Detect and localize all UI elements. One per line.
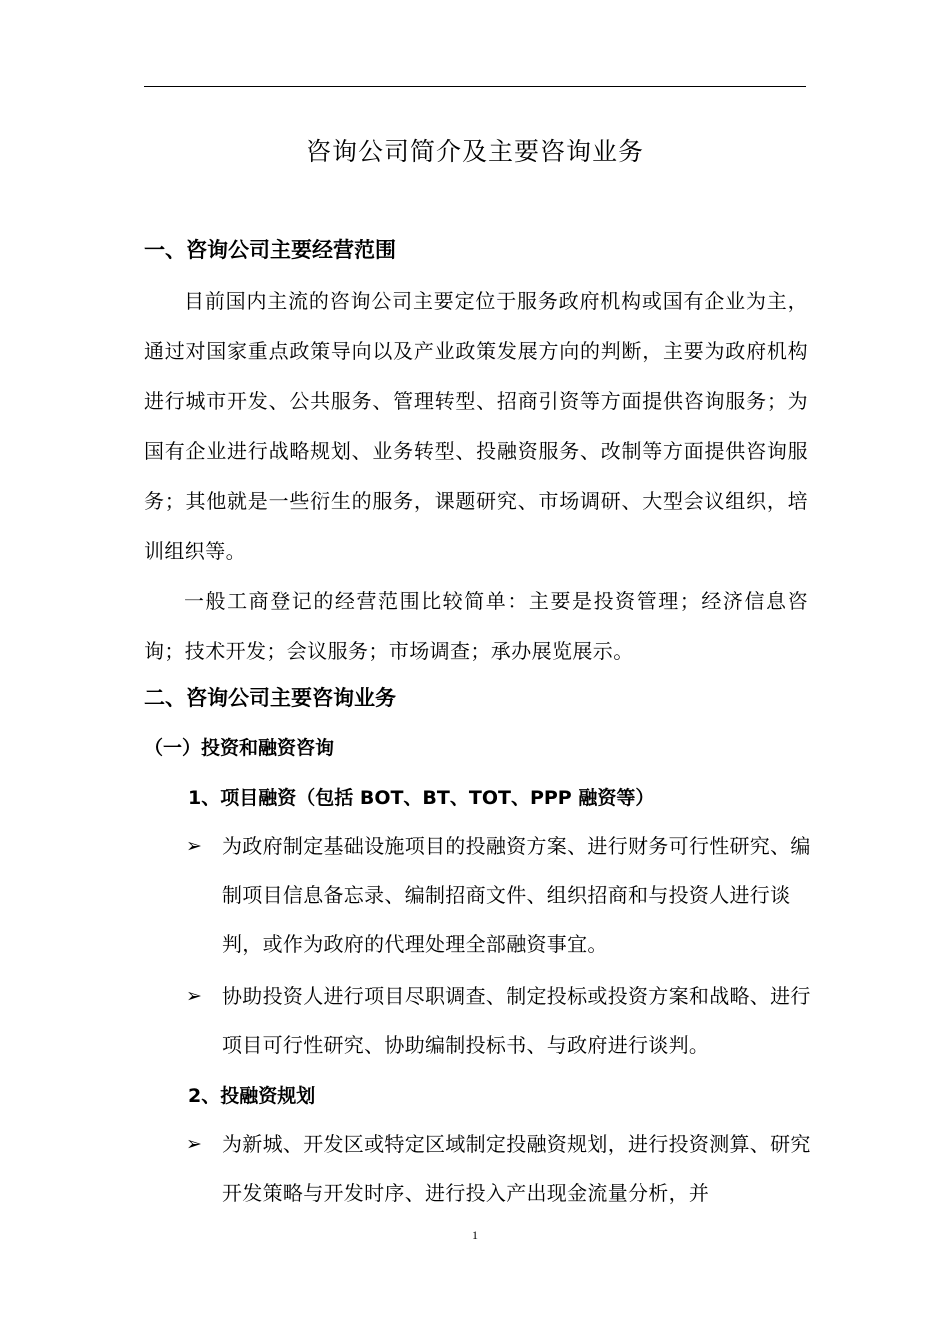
section-heading-services: 二、咨询公司主要咨询业务 — [144, 686, 396, 710]
subsection-heading-investment: （一）投资和融资咨询 — [144, 737, 335, 759]
paragraph-scope-description: 目前国内主流的咨询公司主要定位于服务政府机构或国有企业为主，通过对国家重点政策导向以及产业政策发展方向的判断，主要为政府机构进行城市开发、公共服务、管理转型、招商引资等方面提供咨询服务；为国有企业进行战略规划、业务转型、投融资服务、改制等方面提供咨询服务；其他就是一些衍生的服务，课题研究、市场调研、大型会议组织，培训组织等。 — [144, 289, 808, 563]
list-item-text: 协助投资人进行项目尽职调查、制定投标或投资方案和战略、进行项目可行性研究、协助编制投标书、与政府进行谈判。 — [222, 984, 811, 1057]
paragraph-registration-scope: 一般工商登记的经营范围比较简单：主要是投资管理；经济信息咨询；技术开发；会议服务；市场调查；承办展览展示。 — [144, 589, 808, 663]
list-item — [186, 1120, 822, 1218]
arrow-bullet-icon: ➢ — [186, 985, 203, 1007]
list-item — [186, 822, 822, 969]
section-heading-scope: 一、咨询公司主要经营范围 — [144, 238, 396, 262]
item-heading-project-financing: 1、项目融资（包括 BOT、BT、TOT、PPP 融资等） — [188, 787, 655, 809]
list-item-text: 为政府制定基础设施项目的投融资方案、进行财务可行性研究、编制项目信息备忘录、编制招商文件、组织招商和与投资人进行谈判，或作为政府的代理处理全部融资事宜。 — [222, 834, 811, 956]
page-number: 1 — [472, 1228, 478, 1242]
arrow-bullet-icon: ➢ — [186, 1133, 203, 1155]
header-rule — [144, 86, 806, 87]
document-title: 咨询公司简介及主要咨询业务 — [305, 137, 644, 166]
list-item-text: 为新城、开发区或特定区域制定投融资规划，进行投资测算、研究开发策略与开发时序、进行投入产出现金流量分析，并 — [222, 1132, 811, 1205]
item-heading-investment-planning: 2、投融资规划 — [188, 1085, 316, 1107]
arrow-bullet-icon: ➢ — [186, 835, 203, 857]
list-item — [186, 972, 822, 1070]
